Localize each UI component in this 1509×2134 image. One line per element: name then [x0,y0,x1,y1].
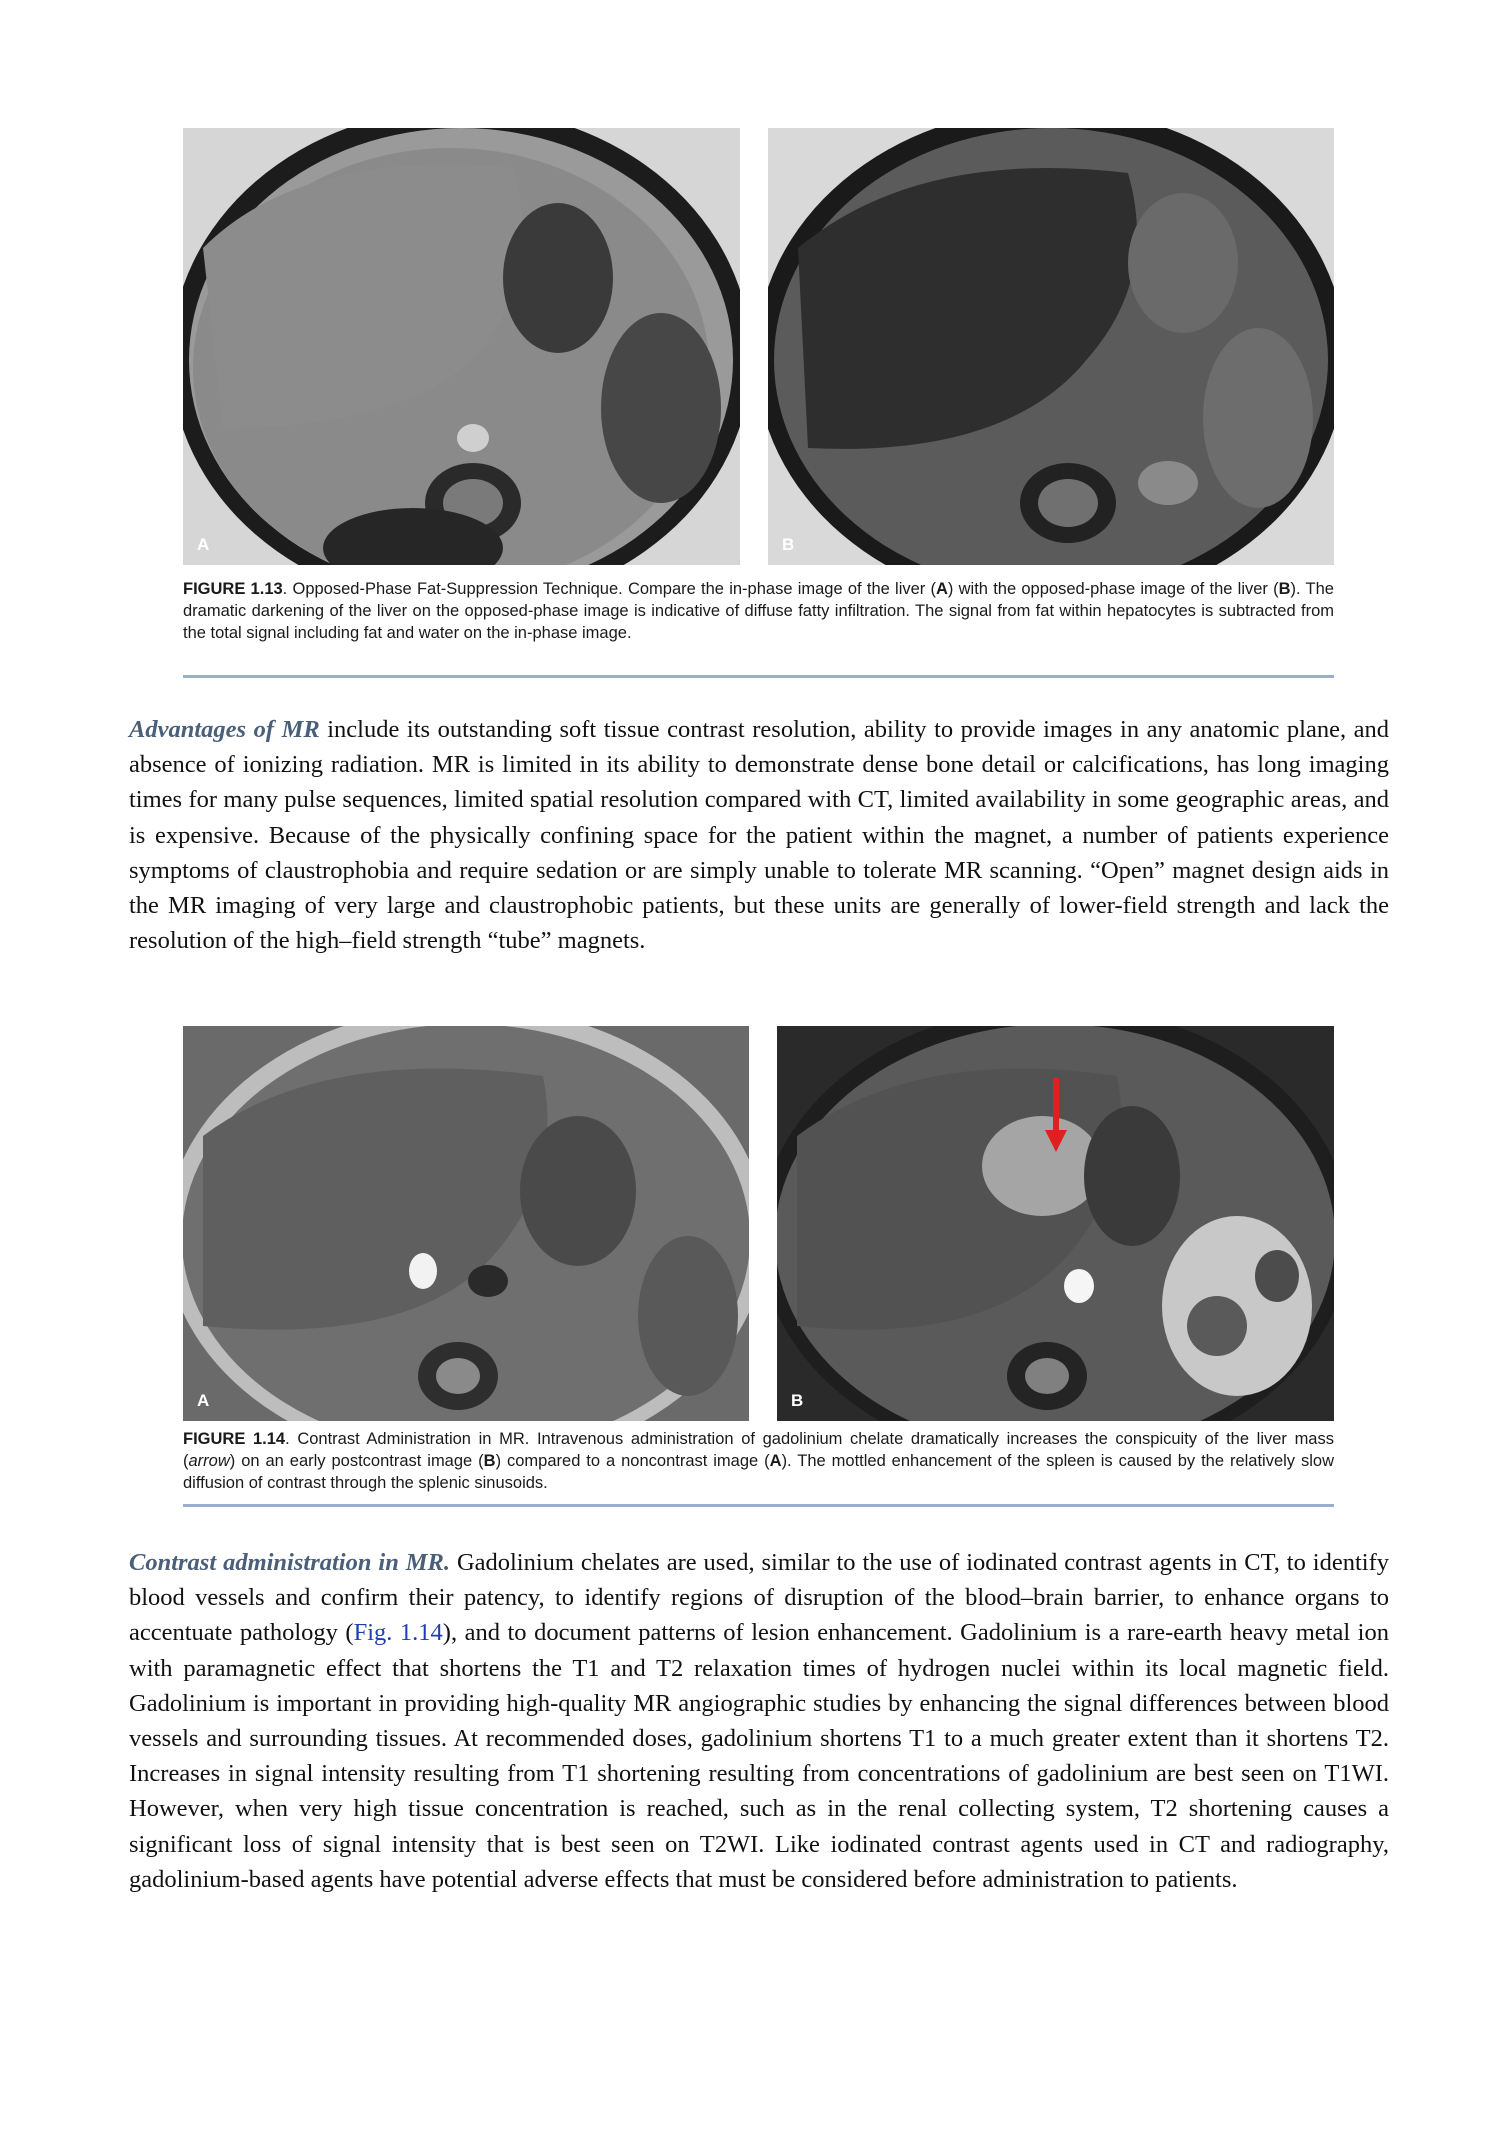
figure-1-14-caption [183,1428,1334,1494]
panel-label-b: B [782,535,795,554]
caption-panel-ref: B [483,1452,496,1470]
mri-in-phase-liver [183,128,740,565]
caption-panel-ref: B [1278,580,1291,598]
figure-number: FIGURE 1.14 [183,1430,286,1448]
figure-1-13-image-a [183,128,740,565]
paragraph-lead: Contrast administration in MR. [129,1549,451,1576]
figure-number: FIGURE 1.13 [183,580,283,598]
panel-label-a: A [197,1391,210,1410]
figure-1-14-image-a [183,1026,749,1421]
arrow-icon [777,1026,1334,1421]
paragraph-body: Gadolinium chelates are used, similar to the use of iodinated contrast agents in CT, to identify blood vessels and confirm their patency, to identify regions of disruption of the blood–brain barrier, to enhance organs to accentuate pathology ( [129,1549,1389,1647]
caption-text: ) on an early postcontrast image ( [229,1452,484,1470]
mri-noncontrast-liver [183,1026,749,1421]
caption-text: ). The mottled enhancement of the spleen is caused by the relatively slow diffusion of contrast through the splenic sinusoids. [183,1452,1334,1492]
paragraph-body: include its outstanding soft tissue contrast resolution, ability to provide images in any anatomic plane, and absence of ionizing radiation. MR is limited in its ability to demonstrate dense bone detail or calcifications, has long imaging times for many pulse sequences, limited spatial resolution compared with CT, limited availability in some geographic areas, and is expensive. Because of the physically confining space for the patient within the magnet, a number of patients experience symptoms of claustrophobia and require sedation or are simply unable to tolerate MR scanning. “Open” magnet design aids in the MR imaging of very large and claustrophobic patients, but these units are generally of lower-field strength and lack the resolution of the high–field strength “tube” magnets. [129,716,1389,955]
paragraph-contrast-administration [129,1545,1389,1897]
caption-text: ) with the opposed-phase image of the liver ( [947,580,1279,598]
panel-label-a: A [197,535,210,554]
figure-1-13-caption [183,578,1334,644]
paragraph-lead: Advantages of MR [129,716,320,743]
caption-text: ) compared to a noncontrast image ( [495,1452,770,1470]
figure-1-13-image-b [768,128,1334,565]
caption-text: ). The dramatic darkening of the liver on the opposed-phase image is indicative of diffuse fatty infiltration. The signal from fat within hepatocytes is subtracted from the total signal including fat and water on the in-phase image. [183,580,1334,642]
paragraph-body: ), and to document patterns of lesion enhancement. Gadolinium is a rare-earth heavy metal ion with paramagnetic effect that shortens the T1 and T2 relaxation times of hydrogen nuclei within its local magnetic field. Gadolinium is important in providing high-quality MR angiographic studies by enhancing the signal differences between blood vessels and surrounding tissues. At recommended doses, gadolinium shortens T1 to a much greater extent than it shortens T2. Increases in signal intensity resulting from T1 shortening resulting from concentrations of gadolinium are best seen on T1WI. However, when very high tissue concentration is reached, such as in the renal collecting system, T2 shortening causes a significant loss of signal intensity that is best seen on T2WI. Like iodinated contrast agents used in CT and radiography, gadolinium-based agents have potential adverse effects that must be considered before administration to patients. [129,1619,1389,1893]
panel-label-b: B [791,1391,804,1410]
caption-panel-ref: A [936,580,948,598]
caption-arrow-word: arrow [188,1452,230,1470]
caption-panel-ref: A [769,1452,782,1470]
caption-text: . Opposed-Phase Fat-Suppression Technique. Compare the in-phase image of the liver ( [282,580,936,598]
caption-divider [183,675,1334,678]
figure-cross-reference-link[interactable]: Fig. 1.14 [353,1619,443,1647]
caption-divider [183,1504,1334,1507]
figure-1-14-image-b [777,1026,1334,1421]
paragraph-advantages-of-mr [129,712,1389,958]
caption-text: . Contrast Administration in MR. Intravenous administration of gadolinium chelate dramatically increases the conspicuity of the liver mass ( [183,1430,1334,1470]
mri-opposed-phase-liver [768,128,1334,565]
